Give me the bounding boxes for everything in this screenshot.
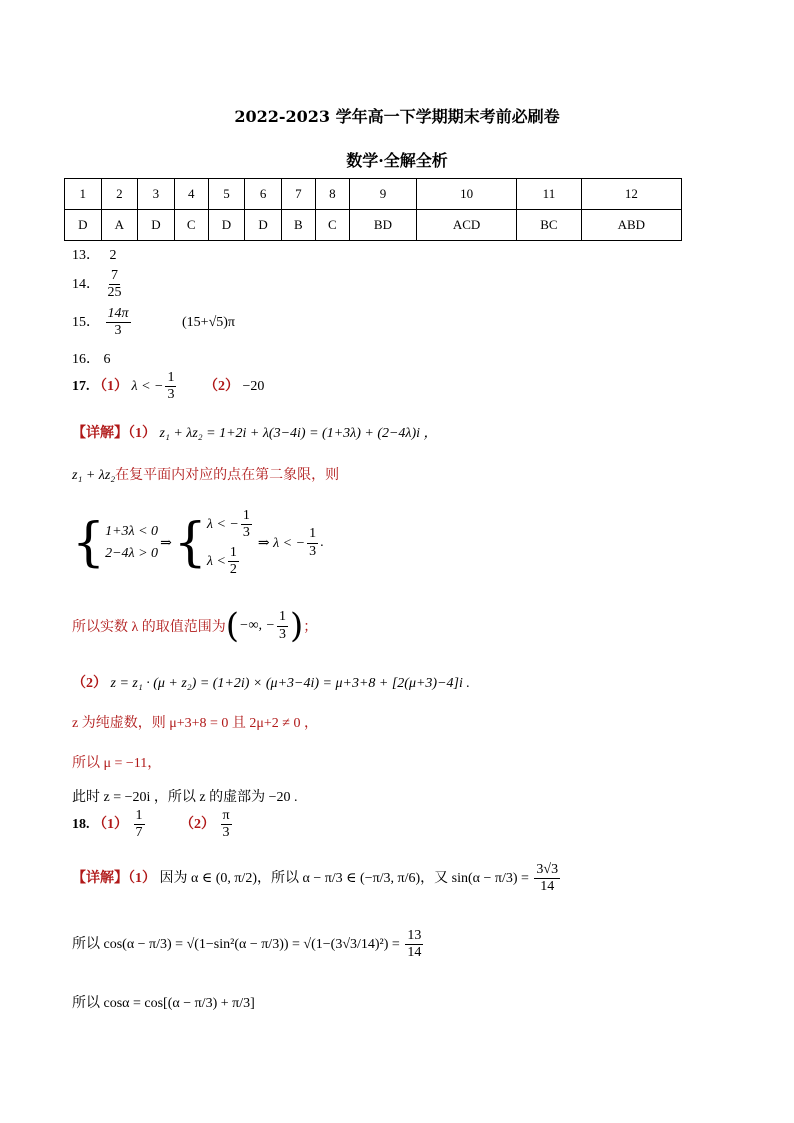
q15-second-answer: (15+√5)π bbox=[182, 314, 235, 330]
answer-cell: BD bbox=[349, 210, 416, 241]
q17-part1-label: （1） bbox=[93, 378, 128, 394]
q18-part1-fraction bbox=[134, 808, 145, 841]
question-number-cell: 2 bbox=[101, 179, 138, 210]
left-brace-icon-2: { bbox=[173, 513, 207, 573]
system-right bbox=[207, 508, 254, 578]
q17-inequality-system bbox=[72, 498, 324, 588]
q14-answer bbox=[72, 268, 126, 301]
q17-part1-denominator: 3 bbox=[167, 387, 175, 403]
system-left-line1: 1+3λ < 0 bbox=[105, 524, 159, 539]
q17-detail-line4: z 为纯虚数，则 μ+3+8 = 0 且 2μ+2 ≠ 0 ， bbox=[72, 716, 318, 731]
q18-detail-line3: 所以 cosα = cos[(α − π/3) + π/3] bbox=[72, 996, 255, 1011]
answer-table-number-row bbox=[65, 179, 682, 210]
q18-detail-part1: （1） bbox=[128, 870, 156, 886]
q15-denominator: 3 bbox=[114, 323, 122, 339]
answer-cell: D bbox=[65, 210, 102, 241]
q14-fraction bbox=[106, 268, 124, 301]
frac-denominator: 2 bbox=[229, 562, 237, 578]
q18-part2-label: （2） bbox=[180, 816, 215, 832]
system-left-line2: 2−4λ > 0 bbox=[105, 546, 159, 561]
q18-detail-frac2 bbox=[405, 928, 423, 961]
page-subtitle: 数学·全解全析 bbox=[346, 151, 448, 170]
system-left bbox=[105, 524, 158, 562]
frac-denominator: 3 bbox=[278, 626, 286, 642]
q17-range-line bbox=[72, 606, 317, 646]
question-number-cell: 6 bbox=[245, 179, 282, 210]
q17-detail-tag: 【详解】 bbox=[72, 426, 128, 441]
q17-part1-inequality: λ < − bbox=[131, 378, 164, 394]
q17-detail-line5: 所以 μ = −11， bbox=[72, 756, 162, 771]
system-result-end: . bbox=[320, 535, 324, 550]
q17-detail-line2 bbox=[72, 464, 339, 484]
q18-answer bbox=[72, 808, 234, 841]
frac-numerator: 1 bbox=[307, 526, 318, 543]
q18-number: 18. bbox=[72, 816, 90, 832]
answer-cell: ABD bbox=[581, 210, 681, 241]
answer-cell: D bbox=[138, 210, 175, 241]
frac-denominator: 7 bbox=[135, 825, 143, 841]
q17-number: 17. bbox=[72, 378, 90, 394]
q18-detail-line2 bbox=[72, 928, 425, 961]
answer-table bbox=[64, 178, 682, 241]
q13-value: 2 bbox=[109, 248, 117, 263]
system-result-pre: ⇒ λ < − bbox=[257, 535, 306, 551]
question-number-cell: 1 bbox=[65, 179, 102, 210]
frac-numerator: 1 bbox=[277, 609, 288, 626]
frac-denominator: 3 bbox=[242, 524, 250, 540]
q17-part1-numerator: 1 bbox=[165, 370, 176, 387]
frac-denominator: 3 bbox=[309, 543, 317, 559]
frac-numerator: 1 bbox=[228, 545, 239, 562]
frac-denominator: 3 bbox=[222, 825, 230, 841]
system-right-line1 bbox=[207, 508, 254, 541]
frac-numerator: π bbox=[221, 808, 232, 825]
q15-fraction bbox=[106, 306, 131, 339]
q18-detail-text1: 因为 α ∈ (0, π/2)，所以 α − π/3 ∈ (−π/3, π/6)，又 sin(α − π/3) = bbox=[159, 870, 529, 886]
answer-cell: BC bbox=[517, 210, 582, 241]
q18-part2-fraction bbox=[221, 808, 232, 841]
system-right-line1-frac bbox=[241, 508, 252, 541]
q16-number: 16． bbox=[72, 352, 100, 367]
answer-cell: C bbox=[174, 210, 208, 241]
q16-value: 6 bbox=[103, 352, 111, 367]
q15-number: 15． bbox=[72, 314, 100, 330]
q17-detail-line1 bbox=[72, 422, 438, 442]
q18-part1-label: （1） bbox=[93, 816, 128, 832]
answer-cell: C bbox=[315, 210, 349, 241]
q17-answer bbox=[72, 370, 264, 403]
frac-numerator: 1 bbox=[134, 808, 145, 825]
system-result-frac bbox=[307, 526, 318, 559]
left-paren-icon: ( bbox=[225, 606, 240, 646]
q17-range-interval: −∞, − bbox=[239, 618, 275, 633]
q17-part2-value: −20 bbox=[242, 378, 265, 394]
frac-numerator: 1 bbox=[241, 508, 252, 525]
page-title: 2022-2023 学年高一下学期期末考前必刷卷 bbox=[234, 107, 560, 126]
system-right-line2-pre: λ < bbox=[206, 553, 226, 569]
frac-denominator: 14 bbox=[540, 879, 555, 895]
q17-detail-expr1: z₁ + λz₂ = 1+2i + λ(3−4i) = (1+3λ) + (2−4λ)i ， bbox=[159, 426, 438, 441]
q14-numerator: 7 bbox=[109, 268, 120, 285]
question-number-cell: 12 bbox=[581, 179, 681, 210]
question-number-cell: 10 bbox=[417, 179, 517, 210]
question-number-cell: 5 bbox=[208, 179, 245, 210]
q17-part2-label: （2） bbox=[203, 378, 239, 394]
system-right-line1-pre: λ < − bbox=[206, 516, 239, 532]
q17-detail-expr3: z = z₁ · (μ + z₂) = (1+2i) × (μ+3−4i) = μ+3+8 + [2(μ+3)−4]i . bbox=[110, 676, 470, 691]
answer-cell: B bbox=[281, 210, 315, 241]
q18-detail-tag: 【详解】 bbox=[72, 870, 128, 886]
q18-detail-text2: 所以 cos(α − π/3) = √(1−sin²(α − π/3)) = √(1−(3√3/14)²) = bbox=[72, 936, 400, 952]
question-number-cell: 3 bbox=[138, 179, 175, 210]
implies-arrow: ⇒ bbox=[160, 535, 172, 551]
q17-part1-fraction bbox=[165, 370, 176, 403]
q17-range-frac bbox=[277, 609, 288, 642]
q17-detail-line3 bbox=[72, 672, 470, 692]
system-right-line2 bbox=[207, 545, 254, 578]
q15-answer bbox=[72, 306, 235, 339]
question-number-cell: 4 bbox=[174, 179, 208, 210]
q18-detail-frac1 bbox=[534, 862, 560, 895]
q15-numerator: 14π bbox=[106, 306, 131, 323]
frac-numerator: 3√3 bbox=[534, 862, 560, 879]
q17-detail-part1: （1） bbox=[128, 426, 156, 441]
question-number-cell: 8 bbox=[315, 179, 349, 210]
q17-range-end: ； bbox=[303, 620, 318, 635]
right-paren-icon: ) bbox=[289, 606, 304, 646]
q17-detail-expr2: z₁ + λz₂ bbox=[72, 468, 116, 483]
q16-answer bbox=[72, 348, 111, 368]
question-number-cell: 7 bbox=[281, 179, 315, 210]
q14-denominator: 25 bbox=[107, 285, 122, 301]
q18-detail-line1 bbox=[72, 862, 562, 895]
q13-answer bbox=[72, 244, 117, 264]
left-brace-icon: { bbox=[72, 513, 106, 573]
q17-detail-text2: 在复平面内对应的点在第二象限，则 bbox=[115, 468, 340, 483]
answer-cell: A bbox=[101, 210, 138, 241]
q14-number: 14． bbox=[72, 276, 100, 292]
answer-cell: D bbox=[245, 210, 282, 241]
q17-detail-part2: （2） bbox=[72, 676, 107, 691]
answer-table-answer-row bbox=[65, 210, 682, 241]
system-right-line2-frac bbox=[228, 545, 239, 578]
question-number-cell: 9 bbox=[349, 179, 416, 210]
answer-cell: ACD bbox=[417, 210, 517, 241]
answer-cell: D bbox=[208, 210, 245, 241]
q13-number: 13． bbox=[72, 248, 100, 263]
question-number-cell: 11 bbox=[517, 179, 582, 210]
q17-range-text: 所以实数 λ 的取值范围为 bbox=[72, 620, 226, 635]
frac-numerator: 13 bbox=[405, 928, 423, 945]
q17-detail-line6: 此时 z = −20i ，所以 z 的虚部为 −20 . bbox=[72, 790, 298, 805]
frac-denominator: 14 bbox=[407, 945, 422, 961]
